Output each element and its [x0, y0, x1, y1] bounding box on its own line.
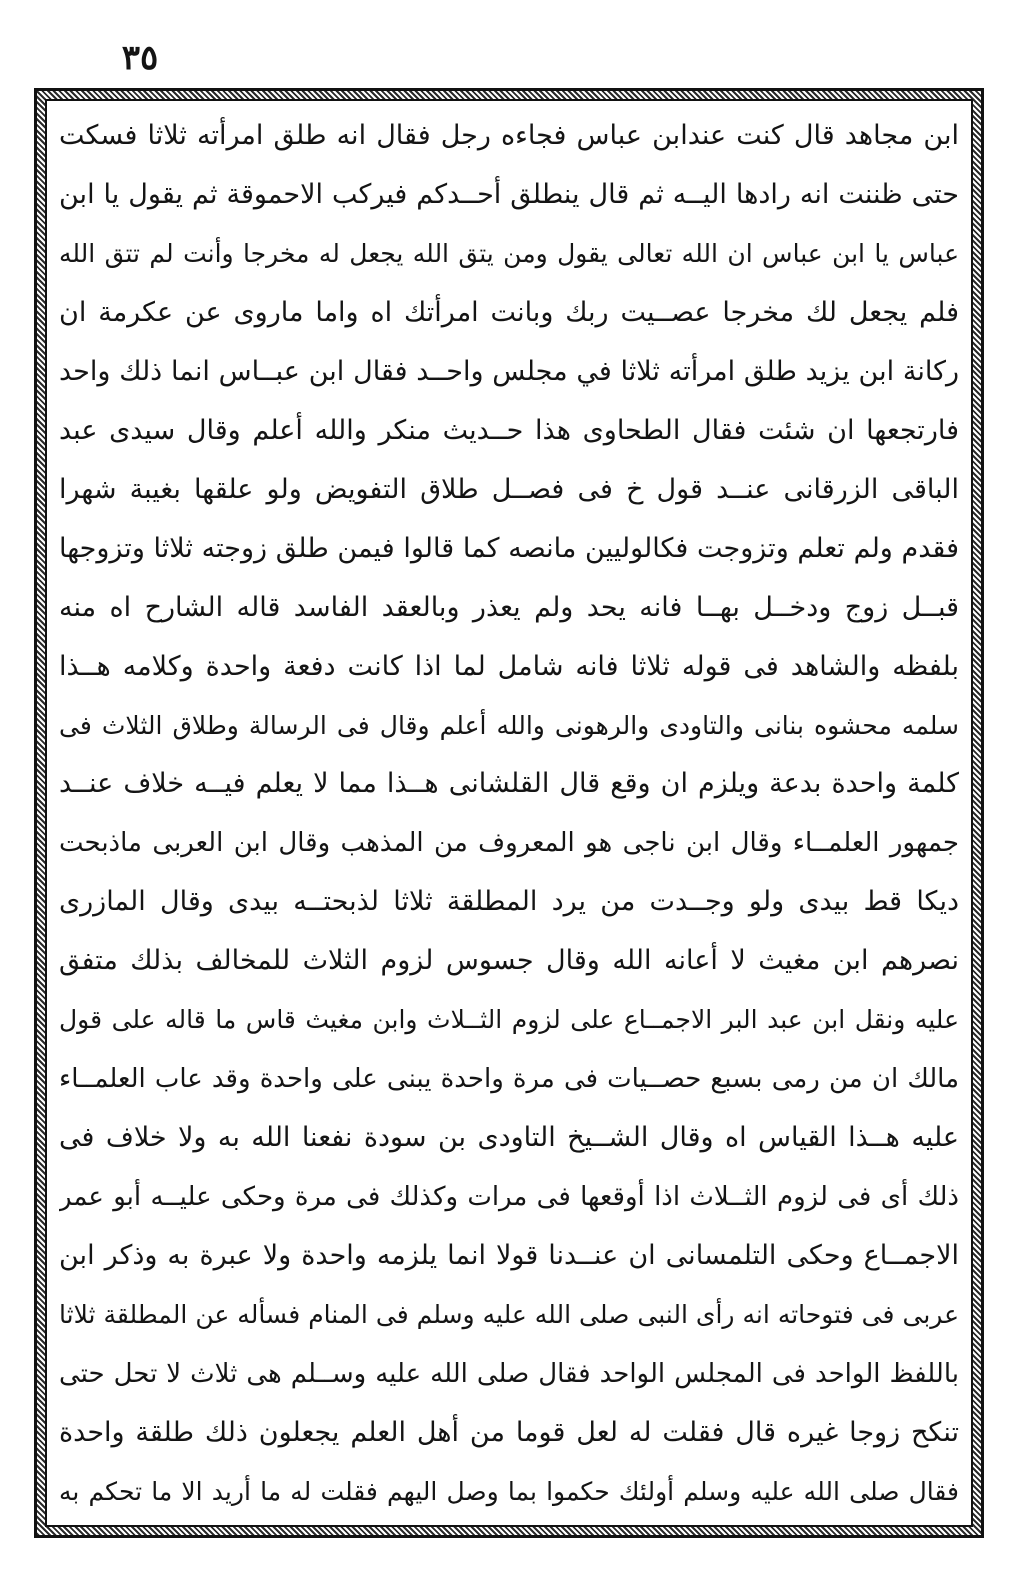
text-line: عليه ونقل ابن عبد البر الاجمــاع على لزوم الثــلاث وابن مغيث قاس ما قاله على قول [59, 1005, 959, 1035]
text-line: الاجمــاع وحكى التلمسانى ان عنــدنا قولا انما يلزمه واحدة ولا عبرة به وذكر ابن [59, 1240, 959, 1272]
text-body [59, 111, 959, 1517]
text-line: عربى فى فتوحاته انه رأى النبى صلى الله عليه وسلم فى المنام فسأله عن المطلقة ثلاثا [59, 1300, 959, 1330]
text-line: ركانة ابن يزيد طلق امرأته ثلاثا في مجلس واحــد فقال ابن عبــاس انما ذلك واحد [59, 355, 959, 387]
text-line: نصرهم ابن مغيث لا أعانه الله وقال جسوس لزوم الثلاث للمخالف بذلك متفق [59, 945, 959, 977]
text-line: حتى ظننت انه رادها اليــه ثم قال ينطلق أحــدكم فيركب الاحموقة ثم يقول يا ابن [59, 178, 959, 210]
text-line: عليه هــذا القياس اه وقال الشــيخ التاودى بن سودة نفعنا الله به ولا خلاف فى [59, 1122, 959, 1154]
text-line: الباقى الزرقانى عنــد قول خ فى فصــل طلاق التفويض ولو علقها بغيبة شهرا [59, 473, 959, 505]
text-line: بلفظه والشاهد فى قوله ثلاثا فانه شامل لما اذا كانت دفعة واحدة وكلامه هــذا [59, 650, 959, 682]
text-line: تنكح زوجا غيره قال فقلت له لعل قوما من أهل العلم يجعلون ذلك طلقة واحدة [59, 1416, 959, 1448]
page-number: ٣٥ [121, 38, 159, 78]
text-frame [45, 99, 973, 1527]
text-line: جمهور العلمــاء وقال ابن ناجى هو المعروف من المذهب وقال ابن العربى ماذبحت [59, 828, 959, 859]
text-line: ابن مجاهد قال كنت عندابن عباس فجاءه رجل فقال انه طلق امرأته ثلاثا فسكت [59, 120, 959, 151]
text-line: فقدم ولم تعلم وتزوجت فكالوليين مانصه كما قالوا فيمن طلق زوجته ثلاثا وتزوجها [59, 532, 959, 564]
text-line: سلمه محشوه بنانى والتاودى والرهونى والله أعلم وقال فى الرسالة وطلاق الثلاث فى [59, 710, 959, 740]
text-line: فارتجعها ان شئت فقال الطحاوى هذا حــديث منكر والله أعلم وقال سيدى عبد [59, 414, 959, 446]
page-border [34, 88, 984, 1538]
text-line: باللفظ الواحد فى المجلس الواحد فقال صلى الله عليه وســلم هى ثلاث لا تحل حتى [59, 1359, 959, 1390]
text-line: ذلك أى فى لزوم الثــلاث اذا أوقعها فى مرات وكذلك فى مرة وحكى عليــه أبو عمر [59, 1182, 959, 1213]
text-line: فلم يجعل لك مخرجا عصــيت ربك وبانت امرأتك اه واما ماروى عن عكرمة ان [59, 296, 959, 328]
text-line: عباس يا ابن عباس ان الله تعالى يقول ومن يتق الله يجعل له مخرجا وأنت لم تتق الله [59, 238, 959, 268]
text-line: مالك ان من رمى بسبع حصــيات فى مرة واحدة يبنى على واحدة وقد عاب العلمــاء [59, 1064, 959, 1095]
text-line: كلمة واحدة بدعة ويلزم ان وقع قال القلشانى هــذا مما لا يعلم فيــه خلاف عنــد [59, 768, 959, 800]
text-line: ديكا قط بيدى ولو وجــدت من يرد المطلقة ثلاثا لذبحتــه بيدى وقال المازرى [59, 886, 959, 918]
text-line: قبــل زوج ودخــل بهــا فانه يحد ولم يعذر وبالعقد الفاسد قاله الشارح اه منه [59, 591, 959, 623]
text-line: فقال صلى الله عليه وسلم أولئك حكموا بما وصل اليهم فقلت له ما أريد الا ما تحكم به [59, 1476, 959, 1506]
